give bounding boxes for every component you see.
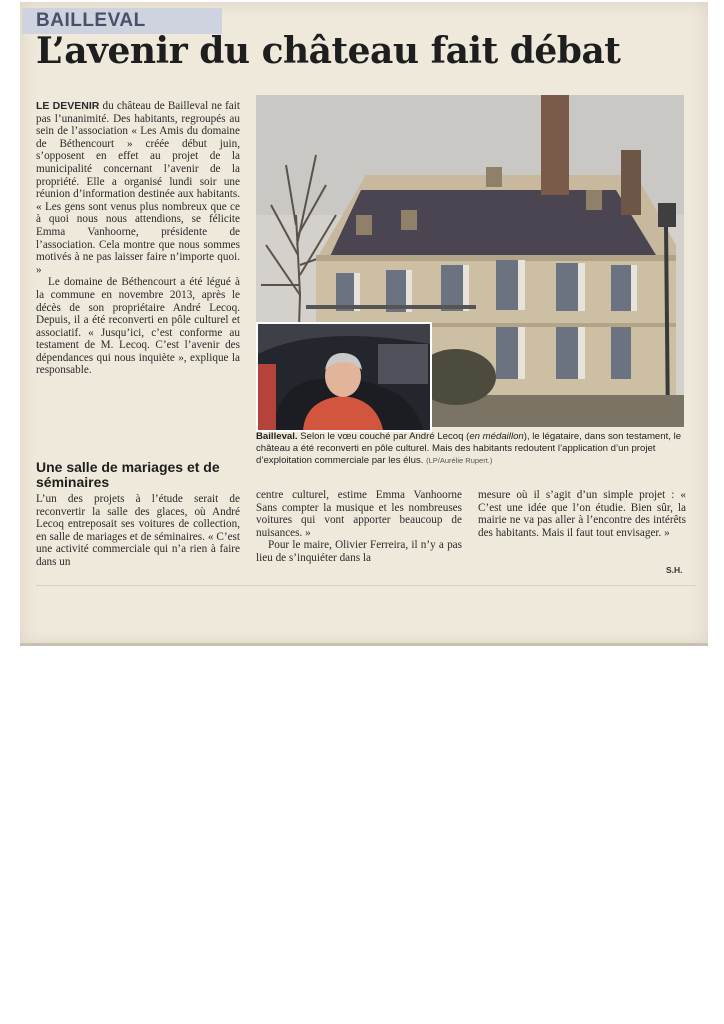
bottom-rule: [36, 585, 696, 586]
paragraph-3: L’un des projets à l’étude serait de reconvertir la salle des glaces, où André Lecoq entreposait ses voitures de collection, en salle de mariages et de séminaires. « C’est une activité commerciale qui n’a rien à faire dans un: [36, 493, 240, 568]
caption-italic: en médaillon: [469, 431, 524, 442]
paragraph-4: centre culturel, estime Emma Vanhoorne Sans compter la musique et les nombreuses voitures qui vont apporter beaucoup de nuisances. »: [256, 489, 462, 539]
photo-credit: (LP/Aurélie Rupert.): [426, 456, 493, 465]
medallion-photo: [256, 322, 432, 432]
article-headline: L’avenir du château fait débat: [36, 30, 621, 72]
paragraph-6: mesure où il s’agit d’un simple projet : « C’est une idée que l’on étudie. Bien sûr, la mairie ne va pas aller à l’encontre des intérêts des habitants. Mais il faut tout envisager. »: [478, 489, 686, 539]
article-column-2: [256, 489, 462, 565]
clipping-bottom-edge: [20, 643, 708, 646]
paragraph-1: [36, 100, 240, 276]
lead-in: LE DEVENIR: [36, 100, 100, 112]
portrait-illustration: [258, 324, 430, 430]
article-column-1: [36, 100, 240, 377]
caption-text-start: Selon le vœu couché par André Lecoq (: [297, 431, 470, 442]
photo-caption: [256, 431, 686, 467]
caption-text-end: ), le légataire, dans son testament, le château a été reconverti en pôle culturel. Mais des habitants redoutent l’application d’un projet d’exploitation commerciale par les élus.: [256, 431, 682, 466]
article-column-3: [478, 489, 686, 539]
caption-place: Bailleval.: [256, 431, 298, 442]
article-subhead: Une salle de mariages et de séminaires: [36, 459, 220, 490]
paragraph-2: Le domaine de Béthencourt a été légué à la commune en novembre 2013, après le décès de son propriétaire André Lecoq. Depuis, il a été reconverti en pôle culturel et associatif. « Jusqu’ici, c’est conforme au testament de M. Lecoq. C’est l’avenir des dépendances qui nous inquiète », explique la responsable.: [36, 276, 240, 377]
author-initials: S.H.: [666, 565, 683, 575]
paragraph-1-text: du château de Bailleval ne fait pas l’unanimité. Des habitants, regroupés au sein de l’association « Les Amis du domaine de Béthencourt » créée début juin, s’opposent en effet au projet de la municipalité concernant l’avenir de la propriété. Elle a organisé lundi soir une réunion d’information destinée aux habitants. « Les gens sont venus plus nombreux que ce à quoi nous nous attendions, se félicite Emma Vanhoorne, présidente de l’association. Cela montre que nous sommes motivés à ne pas laisser faire n’importe quoi. »: [36, 100, 240, 276]
kicker-text: BAILLEVAL: [36, 10, 146, 31]
article-column-1-continued: [36, 493, 240, 569]
paragraph-5: Pour le maire, Olivier Ferreira, il n’y a pas lieu de s’inquiéter dans la: [256, 539, 462, 564]
